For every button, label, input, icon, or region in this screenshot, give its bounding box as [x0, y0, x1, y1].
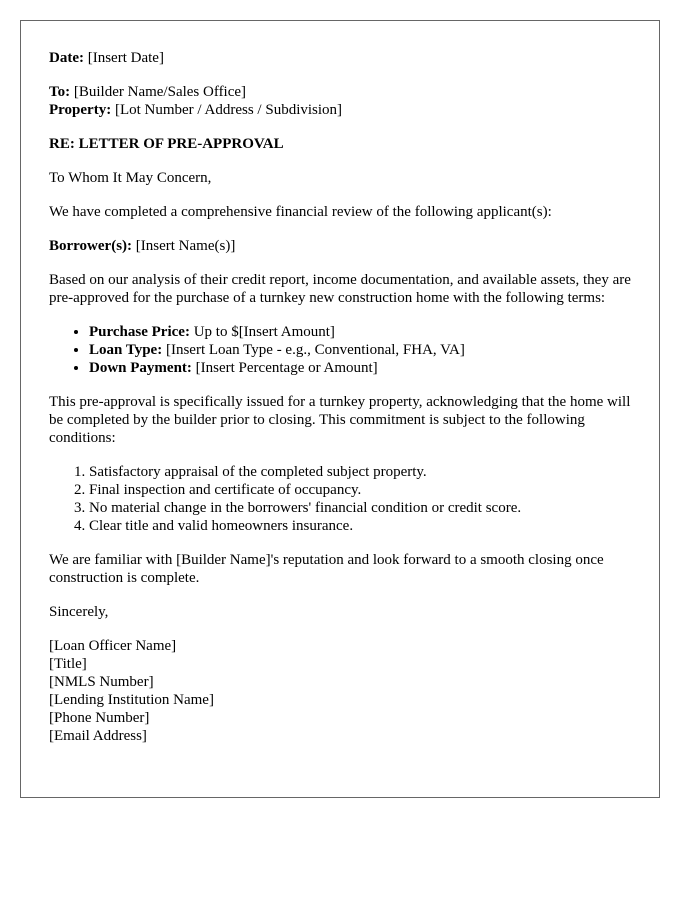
- property-value: [Lot Number / Address / Subdivision]: [114, 102, 343, 118]
- officer-name: [Loan Officer Name]: [49, 638, 177, 654]
- analysis-paragraph: Based on our analysis of their credit report, income documentation, and available assets, they are pre-approved for the purchase of a turnkey new construction home with the following terms:: [49, 272, 631, 306]
- term-label: Down Payment:: [89, 360, 192, 376]
- subject-text: RE: LETTER OF PRE-APPROVAL: [49, 136, 284, 152]
- conditions-intro: This pre-approval is specifically issued for a turnkey property, acknowledging that the home will be completed by the builder prior to closing. This commitment is subject to the following conditions:: [49, 394, 631, 446]
- phone-number: [Phone Number]: [49, 710, 150, 726]
- intro-paragraph: We have completed a comprehensive financial review of the following applicant(s):: [49, 204, 552, 220]
- recipient-block: [49, 83, 631, 119]
- institution-name: [Lending Institution Name]: [49, 692, 214, 708]
- term-label: Loan Type:: [89, 342, 163, 358]
- term-value: [Insert Percentage or Amount]: [195, 360, 378, 376]
- officer-title: [Title]: [49, 656, 87, 672]
- to-label: To:: [49, 84, 71, 100]
- signature-block: [49, 637, 631, 745]
- borrower-label: Borrower(s):: [49, 238, 133, 254]
- date-line: [49, 49, 631, 67]
- email-address: [Email Address]: [49, 728, 147, 744]
- to-value: [Builder Name/Sales Office]: [73, 84, 247, 100]
- conditions-list: [49, 463, 631, 535]
- term-item: [89, 323, 631, 341]
- terms-list: [49, 323, 631, 377]
- signoff: Sincerely,: [49, 604, 109, 620]
- property-label: Property:: [49, 102, 112, 118]
- term-value: Up to $[Insert Amount]: [193, 324, 335, 340]
- nmls-number: [NMLS Number]: [49, 674, 154, 690]
- borrower-value: [Insert Name(s)]: [135, 238, 236, 254]
- date-label: Date:: [49, 50, 84, 66]
- salutation: To Whom It May Concern,: [49, 170, 212, 186]
- borrower-line: [49, 237, 631, 255]
- subject-line: [49, 135, 631, 153]
- condition-item: 4. Clear title and valid homeowners insurance.: [89, 517, 631, 535]
- condition-item: 2. Final inspection and certificate of occupancy.: [89, 481, 631, 499]
- condition-item: 1. Satisfactory appraisal of the completed subject property.: [89, 463, 631, 481]
- letter-document: [20, 20, 660, 798]
- closing-paragraph: We are familiar with [Builder Name]'s reputation and look forward to a smooth closing once construction is complete.: [49, 552, 604, 586]
- term-item: [89, 341, 631, 359]
- term-item: [89, 359, 631, 377]
- date-value: [Insert Date]: [87, 50, 164, 66]
- condition-item: 3. No material change in the borrowers' financial condition or credit score.: [89, 499, 631, 517]
- term-label: Purchase Price:: [89, 324, 190, 340]
- term-value: [Insert Loan Type - e.g., Conventional, FHA, VA]: [165, 342, 465, 358]
